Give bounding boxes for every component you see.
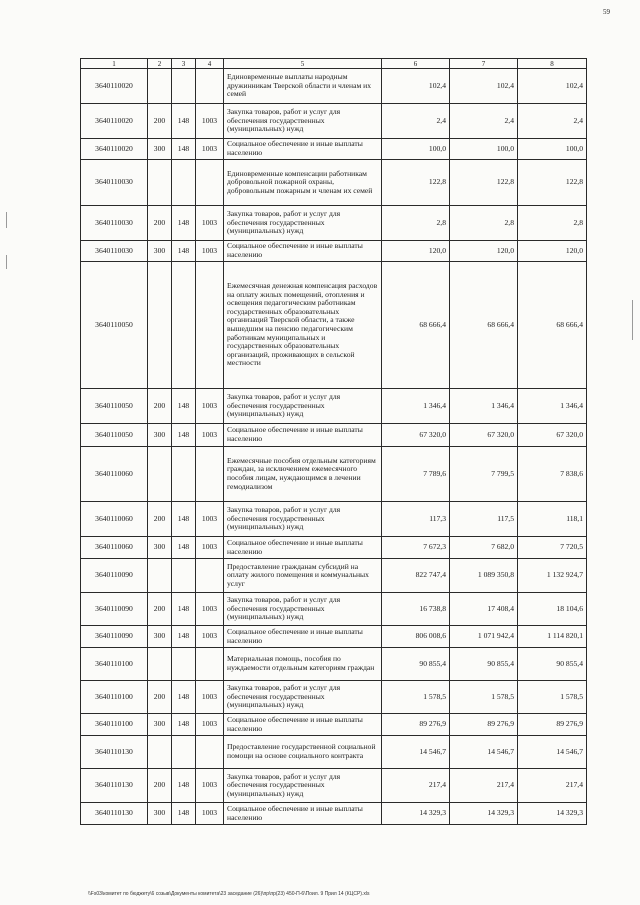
table-row <box>81 681 587 714</box>
row-description-cell: Ежемесячная денежная компенсация расходов на оплату жилых помещений, отопления и освещения педагогическим работникам государственных образовательных организаций Тверской области, а также вышедшим на пенсию педагогическим работникам муниципальных и государственных образовательных организаций, проживающих в сельской местности <box>224 262 382 389</box>
row-col4-cell: 1003 <box>196 104 224 139</box>
column-header: 1 <box>81 59 148 69</box>
table-row <box>81 241 587 262</box>
row-value-col6-cell: 90 855,4 <box>382 648 450 681</box>
row-value-col7-cell: 14 546,7 <box>450 736 518 769</box>
row-value-col8-cell: 1 578,5 <box>518 681 587 714</box>
row-col2-cell: 300 <box>148 424 172 447</box>
row-value-col6-cell: 2,8 <box>382 206 450 241</box>
row-value-col8-cell: 118,1 <box>518 502 587 537</box>
row-value-col8-cell: 68 666,4 <box>518 262 587 389</box>
row-col4-cell <box>196 69 224 104</box>
row-code-cell: 3640110100 <box>81 714 148 736</box>
row-description-cell: Единовременные компенсации работникам добровольной пожарной охраны, добровольным пожарным и членам их семей <box>224 160 382 206</box>
row-code-cell: 3640110090 <box>81 626 148 648</box>
row-value-col7-cell: 217,4 <box>450 769 518 803</box>
row-col2-cell <box>148 648 172 681</box>
row-col2-cell: 300 <box>148 241 172 262</box>
row-value-col7-cell: 1 578,5 <box>450 681 518 714</box>
row-description-cell: Ежемесячные пособия отдельным категориям граждан, за исключением ежемесячного пособия лицам, нуждающимся в лечении гемодиализом <box>224 447 382 502</box>
row-value-col8-cell: 102,4 <box>518 69 587 104</box>
row-col2-cell <box>148 559 172 593</box>
row-col4-cell <box>196 648 224 681</box>
row-code-cell: 3640110020 <box>81 104 148 139</box>
row-col2-cell: 200 <box>148 206 172 241</box>
row-description-cell: Социальное обеспечение и иные выплаты населению <box>224 626 382 648</box>
row-value-col6-cell: 120,0 <box>382 241 450 262</box>
row-col4-cell: 1003 <box>196 389 224 424</box>
row-col4-cell: 1003 <box>196 626 224 648</box>
row-col2-cell <box>148 262 172 389</box>
row-value-col7-cell: 117,5 <box>450 502 518 537</box>
row-col4-cell <box>196 559 224 593</box>
row-value-col6-cell: 7 789,6 <box>382 447 450 502</box>
table-row <box>81 160 587 206</box>
row-code-cell: 3640110100 <box>81 648 148 681</box>
row-col4-cell <box>196 160 224 206</box>
row-value-col8-cell: 1 346,4 <box>518 389 587 424</box>
row-value-col6-cell: 89 276,9 <box>382 714 450 736</box>
table-row <box>81 424 587 447</box>
row-value-col8-cell: 67 320,0 <box>518 424 587 447</box>
row-description-cell: Закупка товаров, работ и услуг для обеспечения государственных (муниципальных) нужд <box>224 769 382 803</box>
row-value-col8-cell: 14 329,3 <box>518 803 587 825</box>
row-col2-cell <box>148 447 172 502</box>
row-value-col7-cell: 7 682,0 <box>450 537 518 559</box>
table-row <box>81 206 587 241</box>
row-value-col6-cell: 68 666,4 <box>382 262 450 389</box>
row-value-col7-cell: 100,0 <box>450 139 518 160</box>
row-col2-cell: 300 <box>148 714 172 736</box>
row-col3-cell: 148 <box>172 206 196 241</box>
row-value-col8-cell: 217,4 <box>518 769 587 803</box>
row-value-col7-cell: 1 346,4 <box>450 389 518 424</box>
row-col2-cell: 200 <box>148 593 172 626</box>
row-value-col7-cell: 7 799,5 <box>450 447 518 502</box>
row-col3-cell <box>172 736 196 769</box>
row-col4-cell: 1003 <box>196 206 224 241</box>
row-description-cell: Социальное обеспечение и иные выплаты населению <box>224 714 382 736</box>
row-code-cell: 3640110050 <box>81 424 148 447</box>
row-description-cell: Социальное обеспечение и иные выплаты населению <box>224 241 382 262</box>
table-row <box>81 139 587 160</box>
column-header: 5 <box>224 59 382 69</box>
row-code-cell: 3640110020 <box>81 139 148 160</box>
column-header: 8 <box>518 59 587 69</box>
table-row <box>81 502 587 537</box>
row-value-col7-cell: 67 320,0 <box>450 424 518 447</box>
row-value-col6-cell: 67 320,0 <box>382 424 450 447</box>
row-code-cell: 3640110050 <box>81 389 148 424</box>
row-description-cell: Социальное обеспечение и иные выплаты населению <box>224 139 382 160</box>
row-col2-cell: 200 <box>148 389 172 424</box>
row-description-cell: Закупка товаров, работ и услуг для обеспечения государственных (муниципальных) нужд <box>224 502 382 537</box>
row-value-col6-cell: 122,8 <box>382 160 450 206</box>
row-value-col8-cell: 120,0 <box>518 241 587 262</box>
row-description-cell: Социальное обеспечение и иные выплаты населению <box>224 424 382 447</box>
row-value-col7-cell: 17 408,4 <box>450 593 518 626</box>
row-col2-cell <box>148 736 172 769</box>
row-col4-cell <box>196 262 224 389</box>
row-col3-cell: 148 <box>172 803 196 825</box>
table-row <box>81 389 587 424</box>
row-col2-cell: 200 <box>148 502 172 537</box>
row-value-col8-cell: 7 720,5 <box>518 537 587 559</box>
row-value-col6-cell: 822 747,4 <box>382 559 450 593</box>
row-value-col6-cell: 102,4 <box>382 69 450 104</box>
row-code-cell: 3640110130 <box>81 736 148 769</box>
row-col3-cell: 148 <box>172 389 196 424</box>
row-description-cell: Предоставление государственной социальной помощи на основе социального контракта <box>224 736 382 769</box>
page-number: 59 <box>603 8 610 16</box>
row-col2-cell: 300 <box>148 803 172 825</box>
row-col2-cell: 300 <box>148 537 172 559</box>
row-code-cell: 3640110030 <box>81 206 148 241</box>
table-row <box>81 69 587 104</box>
row-value-col7-cell: 102,4 <box>450 69 518 104</box>
row-col2-cell: 200 <box>148 104 172 139</box>
scan-artifact <box>6 255 7 269</box>
row-value-col6-cell: 14 329,3 <box>382 803 450 825</box>
row-col4-cell: 1003 <box>196 537 224 559</box>
row-col2-cell: 200 <box>148 769 172 803</box>
row-code-cell: 3640110030 <box>81 241 148 262</box>
row-value-col8-cell: 89 276,9 <box>518 714 587 736</box>
row-value-col6-cell: 1 578,5 <box>382 681 450 714</box>
scan-artifact <box>6 212 7 228</box>
table-row <box>81 769 587 803</box>
row-col2-cell: 300 <box>148 626 172 648</box>
row-code-cell: 3640110060 <box>81 537 148 559</box>
column-header: 3 <box>172 59 196 69</box>
row-value-col6-cell: 117,3 <box>382 502 450 537</box>
table-row <box>81 262 587 389</box>
row-description-cell: Единовременные выплаты народным дружинникам Тверской области и членам их семей <box>224 69 382 104</box>
column-header: 4 <box>196 59 224 69</box>
table-row <box>81 559 587 593</box>
row-value-col8-cell: 1 114 820,1 <box>518 626 587 648</box>
column-header: 6 <box>382 59 450 69</box>
table-row <box>81 447 587 502</box>
row-col3-cell: 148 <box>172 769 196 803</box>
table-row <box>81 803 587 825</box>
row-col3-cell: 148 <box>172 424 196 447</box>
row-col3-cell <box>172 648 196 681</box>
row-value-col7-cell: 1 071 942,4 <box>450 626 518 648</box>
row-code-cell: 3640110090 <box>81 593 148 626</box>
row-col3-cell: 148 <box>172 104 196 139</box>
row-code-cell: 3640110130 <box>81 769 148 803</box>
row-code-cell: 3640110050 <box>81 262 148 389</box>
row-description-cell: Социальное обеспечение и иные выплаты населению <box>224 803 382 825</box>
row-value-col7-cell: 1 089 350,8 <box>450 559 518 593</box>
row-description-cell: Закупка товаров, работ и услуг для обеспечения государственных (муниципальных) нужд <box>224 593 382 626</box>
row-col4-cell: 1003 <box>196 681 224 714</box>
row-col3-cell: 148 <box>172 139 196 160</box>
row-code-cell: 3640110100 <box>81 681 148 714</box>
row-description-cell: Закупка товаров, работ и услуг для обеспечения государственных (муниципальных) нужд <box>224 681 382 714</box>
row-value-col8-cell: 2,4 <box>518 104 587 139</box>
row-col4-cell: 1003 <box>196 593 224 626</box>
column-number-row <box>81 59 587 69</box>
row-value-col7-cell: 2,4 <box>450 104 518 139</box>
row-value-col8-cell: 90 855,4 <box>518 648 587 681</box>
row-col4-cell: 1003 <box>196 714 224 736</box>
row-code-cell: 3640110060 <box>81 502 148 537</box>
row-value-col6-cell: 1 346,4 <box>382 389 450 424</box>
row-value-col6-cell: 217,4 <box>382 769 450 803</box>
row-col3-cell: 148 <box>172 714 196 736</box>
row-col2-cell <box>148 69 172 104</box>
row-description-cell: Закупка товаров, работ и услуг для обеспечения государственных (муниципальных) нужд <box>224 104 382 139</box>
row-value-col8-cell: 100,0 <box>518 139 587 160</box>
row-description-cell: Закупка товаров, работ и услуг для обеспечения государственных (муниципальных) нужд <box>224 206 382 241</box>
row-col3-cell: 148 <box>172 502 196 537</box>
row-value-col7-cell: 89 276,9 <box>450 714 518 736</box>
row-value-col7-cell: 120,0 <box>450 241 518 262</box>
row-col3-cell <box>172 160 196 206</box>
row-value-col6-cell: 806 008,6 <box>382 626 450 648</box>
row-value-col7-cell: 122,8 <box>450 160 518 206</box>
row-value-col6-cell: 100,0 <box>382 139 450 160</box>
budget-table <box>80 58 587 825</box>
row-value-col6-cell: 14 546,7 <box>382 736 450 769</box>
table-row <box>81 714 587 736</box>
row-col4-cell: 1003 <box>196 424 224 447</box>
column-header: 2 <box>148 59 172 69</box>
row-code-cell: 3640110130 <box>81 803 148 825</box>
row-value-col6-cell: 7 672,3 <box>382 537 450 559</box>
row-col4-cell: 1003 <box>196 139 224 160</box>
row-description-cell: Материальная помощь, пособия по нуждаемости отдельным категориям граждан <box>224 648 382 681</box>
row-code-cell: 3640110020 <box>81 69 148 104</box>
row-value-col7-cell: 68 666,4 <box>450 262 518 389</box>
row-value-col8-cell: 18 104,6 <box>518 593 587 626</box>
row-col3-cell: 148 <box>172 626 196 648</box>
row-description-cell: Закупка товаров, работ и услуг для обеспечения государственных (муниципальных) нужд <box>224 389 382 424</box>
table-row <box>81 537 587 559</box>
row-description-cell: Социальное обеспечение и иные выплаты населению <box>224 537 382 559</box>
scan-artifact <box>632 300 633 340</box>
row-col3-cell: 148 <box>172 241 196 262</box>
row-value-col6-cell: 16 738,8 <box>382 593 450 626</box>
row-col4-cell: 1003 <box>196 803 224 825</box>
column-header: 7 <box>450 59 518 69</box>
row-value-col7-cell: 14 329,3 <box>450 803 518 825</box>
row-description-cell: Предоставление гражданам субсидий на оплату жилого помещения и коммунальных услуг <box>224 559 382 593</box>
row-code-cell: 3640110090 <box>81 559 148 593</box>
row-col2-cell <box>148 160 172 206</box>
row-col3-cell <box>172 69 196 104</box>
row-value-col6-cell: 2,4 <box>382 104 450 139</box>
row-value-col8-cell: 14 546,7 <box>518 736 587 769</box>
file-path-footer: \\Fs03\комитет по бюджету\6 созыв\Документы комитета\23 заседание (26)\пр\пр(23) 450-П-6\Поил. 9 Прил 14 (КЦСР).xls <box>88 891 370 897</box>
table-row <box>81 736 587 769</box>
table-row <box>81 648 587 681</box>
table-row <box>81 593 587 626</box>
row-value-col7-cell: 90 855,4 <box>450 648 518 681</box>
row-code-cell: 3640110060 <box>81 447 148 502</box>
row-code-cell: 3640110030 <box>81 160 148 206</box>
row-col3-cell: 148 <box>172 537 196 559</box>
table-row <box>81 104 587 139</box>
row-col3-cell: 148 <box>172 593 196 626</box>
row-col4-cell <box>196 447 224 502</box>
row-col4-cell: 1003 <box>196 241 224 262</box>
row-col2-cell: 200 <box>148 681 172 714</box>
row-value-col7-cell: 2,8 <box>450 206 518 241</box>
row-value-col8-cell: 1 132 924,7 <box>518 559 587 593</box>
row-value-col8-cell: 7 838,6 <box>518 447 587 502</box>
row-col3-cell <box>172 559 196 593</box>
row-value-col8-cell: 122,8 <box>518 160 587 206</box>
row-col4-cell: 1003 <box>196 769 224 803</box>
row-col3-cell <box>172 447 196 502</box>
row-col3-cell: 148 <box>172 681 196 714</box>
table-row <box>81 626 587 648</box>
row-value-col8-cell: 2,8 <box>518 206 587 241</box>
row-col4-cell: 1003 <box>196 502 224 537</box>
row-col2-cell: 300 <box>148 139 172 160</box>
row-col3-cell <box>172 262 196 389</box>
row-col4-cell <box>196 736 224 769</box>
